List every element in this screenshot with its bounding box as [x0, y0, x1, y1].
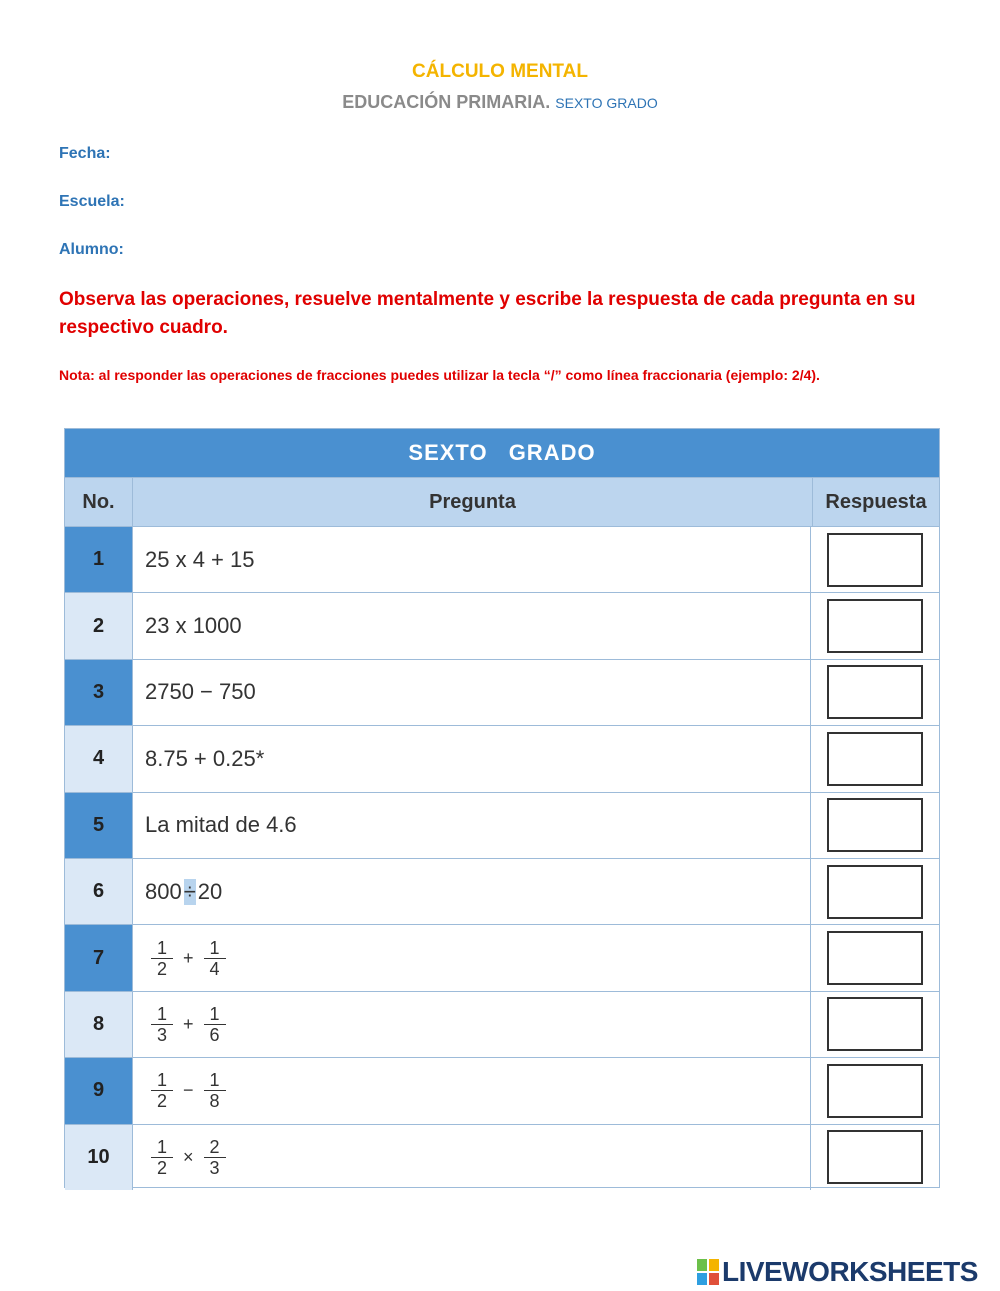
instruction-text: Observa las operaciones, resuelve mentalmente y escribe la respuesta de cada pregunta en su respectivo cuadro.	[59, 289, 916, 338]
subtitle-main: EDUCACIÓN PRIMARIA	[342, 92, 546, 112]
note-text: Nota: al responder las operaciones de fracciones puedes utilizar la tecla “/” como línea fraccionaria (ejemplo: 2/4).	[59, 367, 820, 383]
row-number: 2	[65, 593, 132, 658]
row-question: 2750 − 750	[132, 660, 811, 725]
table-row	[65, 526, 939, 592]
denominator: 2	[156, 958, 167, 979]
exercise-table	[64, 428, 940, 1188]
denominator: 8	[209, 1091, 220, 1112]
division-sign: ÷	[183, 878, 196, 904]
table-row	[65, 659, 939, 725]
denominator: 4	[209, 958, 220, 979]
answer-box-1[interactable]	[827, 533, 923, 587]
numerator: 1	[209, 1070, 220, 1091]
row-question: 25 x 4 + 15	[132, 527, 811, 592]
numerator: 1	[209, 1003, 220, 1024]
answer-box-9[interactable]	[827, 1064, 923, 1118]
table-row	[65, 792, 939, 858]
fraction	[204, 1070, 226, 1111]
answer-box-3[interactable]	[827, 665, 923, 719]
table-banner: SEXTO GRADO	[65, 429, 939, 477]
row-number: 8	[65, 992, 132, 1057]
col-no-header: No.	[82, 490, 115, 513]
q6-a: 800	[145, 878, 182, 904]
fraction	[151, 1004, 173, 1045]
page-subtitle	[0, 92, 1000, 113]
table-row	[65, 725, 939, 791]
table-row	[65, 592, 939, 658]
row-question	[132, 992, 811, 1057]
escuela-label: Escuela:	[59, 193, 125, 210]
operator: −	[183, 1080, 194, 1101]
denominator: 2	[156, 1157, 167, 1178]
answer-box-8[interactable]	[827, 997, 923, 1051]
answer-box-4[interactable]	[827, 732, 923, 786]
row-number: 6	[65, 859, 132, 924]
subtitle-grade: SEXTO GRADO	[555, 95, 658, 111]
fraction	[151, 1070, 173, 1111]
q6-b: 20	[197, 878, 223, 904]
row-question: 23 x 1000	[132, 593, 811, 658]
answer-box-7[interactable]	[827, 931, 923, 985]
row-number: 1	[65, 527, 132, 592]
alumno-label: Alumno:	[59, 241, 124, 258]
row-number: 7	[65, 925, 132, 990]
numerator: 1	[156, 937, 167, 958]
row-question: La mitad de 4.6	[132, 793, 811, 858]
numerator: 1	[156, 1003, 167, 1024]
row-number: 10	[65, 1125, 132, 1190]
row-number: 9	[65, 1058, 132, 1123]
row-number: 5	[65, 793, 132, 858]
row-number: 4	[65, 726, 132, 791]
denominator: 3	[156, 1024, 167, 1045]
row-question	[132, 1058, 811, 1123]
numerator: 1	[156, 1070, 167, 1091]
numerator: 1	[209, 937, 220, 958]
numerator: 2	[209, 1136, 220, 1157]
fraction	[204, 1137, 226, 1178]
row-question	[132, 859, 811, 924]
fraction	[204, 1004, 226, 1045]
denominator: 3	[209, 1157, 220, 1178]
logo-mark-icon	[697, 1259, 719, 1285]
row-question	[132, 925, 811, 990]
fecha-label: Fecha:	[59, 145, 111, 162]
numerator: 1	[156, 1136, 167, 1157]
fraction	[151, 938, 173, 979]
operator: ×	[183, 1146, 194, 1167]
table-header	[65, 477, 939, 526]
row-question: 8.75 + 0.25*	[132, 726, 811, 791]
table-row	[65, 1057, 939, 1123]
table-row	[65, 858, 939, 924]
logo-text: LIVEWORKSHEETS	[722, 1256, 978, 1287]
answer-box-6[interactable]	[827, 865, 923, 919]
table-row	[65, 1124, 939, 1190]
row-number: 3	[65, 660, 132, 725]
page-title: CÁLCULO MENTAL	[412, 61, 588, 82]
fraction	[151, 1137, 173, 1178]
table-row	[65, 924, 939, 990]
operator: +	[183, 1013, 194, 1034]
answer-box-10[interactable]	[827, 1130, 923, 1184]
col-question-header: Pregunta	[132, 478, 813, 526]
denominator: 2	[156, 1091, 167, 1112]
subtitle-sep: .	[545, 92, 551, 112]
answer-box-5[interactable]	[827, 798, 923, 852]
operator: +	[183, 947, 194, 968]
answer-box-2[interactable]	[827, 599, 923, 653]
fraction	[204, 938, 226, 979]
row-question	[132, 1125, 811, 1190]
denominator: 6	[209, 1024, 220, 1045]
table-row	[65, 991, 939, 1057]
liveworksheets-logo	[697, 1256, 978, 1288]
col-answer-header: Respuesta	[825, 490, 927, 513]
